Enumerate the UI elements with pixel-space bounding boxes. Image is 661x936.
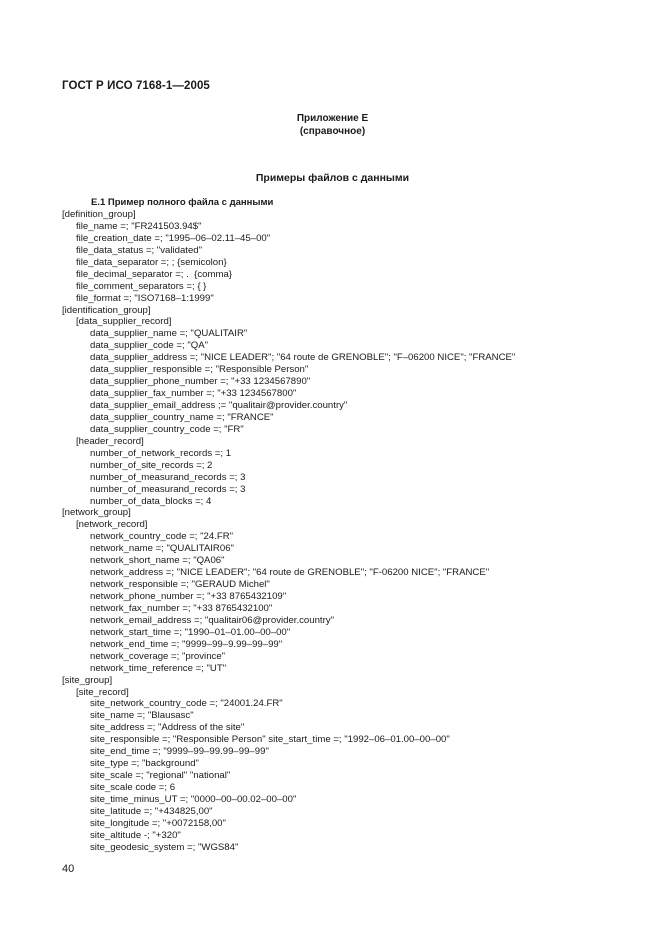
listing-line: site_responsible =; "Responsible Person" site_start_time =; "1992–06–01.00–00–00": [90, 734, 450, 746]
page-number: 40: [62, 863, 75, 875]
appendix-heading: [0, 112, 661, 138]
listing-line: network_country_code =; "24.FR": [90, 531, 234, 543]
listing-line: site_scale =; "regional" "national": [90, 770, 231, 782]
listing-line: data_supplier_country_name =; "FRANCE": [90, 411, 274, 423]
listing-line: network_fax_number =; "+33 8765432100": [90, 602, 273, 614]
listing-line: data_supplier_fax_number =; "+33 1234567800": [90, 388, 297, 400]
listing-line: data_supplier_address =; "NICE LEADER"; "64 route de GRENOBLE"; "F–06200 NICE"; "FRANCE": [90, 352, 516, 364]
listing-line: [network_record]: [76, 519, 148, 531]
listing-line: file_format =; "ISO7168–1:1999": [76, 292, 214, 304]
listing-line: [data_supplier_record]: [76, 316, 172, 328]
listing-line: network_coverage =; "province": [90, 650, 226, 662]
listing-line: file_name =; "FR241503.94$": [76, 220, 202, 232]
listing-line: [header_record]: [76, 435, 144, 447]
listing-line: network_email_address =; "qualitair06@provider.country": [90, 614, 334, 626]
listing-line: site_geodesic_system =; "WGS84": [90, 841, 239, 853]
listing-line: [site_group]: [62, 674, 113, 686]
listing-line: network_responsible =; "GERAUD Michel": [90, 579, 270, 591]
listing-line: network_short_name =; "QA06": [90, 555, 225, 567]
listing-line: site_altitude -; "+320": [90, 829, 181, 841]
listing-line: [identification_group]: [62, 304, 151, 316]
listing-line: site_network_country_code =; "24001.24.FR": [90, 698, 283, 710]
listing-line: data_supplier_responsible =; "Responsible Person": [90, 364, 309, 376]
listing-line: [site_record]: [76, 686, 129, 698]
listing-line: number_of_network_records =; 1: [90, 447, 232, 459]
listing-line: file_comment_separators =; { }: [76, 280, 207, 292]
data-file-listing: [62, 209, 515, 854]
listing-line: number_of_measurand_records =; 3: [90, 471, 246, 483]
listing-line: number_of_data_blocks =; 4: [90, 495, 212, 507]
listing-line: data_supplier_country_code =; "FR": [90, 423, 244, 435]
listing-line: site_type =; "background": [90, 758, 199, 770]
section-heading: Е.1 Пример полного файла с данными: [91, 197, 274, 208]
appendix-label: Приложение Е: [296, 113, 369, 124]
listing-line: site_name =; "Blausasc": [90, 710, 194, 722]
listing-line: file_creation_date =; "1995–06–02.11–45–00": [76, 232, 271, 244]
listing-line: network_phone_number =; "+33 8765432109": [90, 591, 287, 602]
listing-line: number_of_measurand_records =; 3: [90, 483, 246, 495]
listing-line: data_supplier_name =; "QUALITAIR": [90, 328, 248, 340]
listing-line: network_address =; "NICE LEADER"; "64 route de GRENOBLE"; "F-06200 NICE"; "FRANCE": [90, 567, 490, 579]
document-header: ГОСТ Р ИСО 7168-1—2005: [62, 80, 210, 92]
listing-line: site_longitude =; "+0072158,00": [90, 817, 226, 829]
appendix-title: Примеры файлов с данными: [255, 172, 410, 184]
appendix-type: (справочное): [299, 126, 366, 137]
listing-line: file_data_status =; "validated": [76, 244, 203, 256]
listing-line: data_supplier_code =; "QA": [90, 340, 209, 352]
listing-line: site_address =; "Address of the site": [90, 722, 245, 734]
listing-line: file_data_separator =; ; {semicolon}: [76, 256, 227, 268]
listing-line: site_scale code =; 6: [90, 782, 176, 793]
listing-line: [network_group]: [62, 507, 131, 519]
listing-line: data_supplier_phone_number =; "+33 1234567890": [90, 376, 311, 388]
listing-line: [definition_group]: [62, 209, 136, 220]
listing-line: network_start_time =; "1990–01–01.00–00–00": [90, 626, 291, 638]
listing-line: site_time_minus_UT =; "0000–00–00.02–00–00": [90, 793, 297, 805]
listing-line: network_name =; "QUALITAIR06": [90, 543, 234, 555]
listing-line: site_end_time =; "9999–99–99.99–99–99": [90, 746, 269, 758]
listing-line: number_of_site_records =; 2: [90, 459, 213, 471]
listing-line: site_latitude =; "+434825,00": [90, 805, 213, 817]
listing-line: file_decimal_separator =; . {comma}: [76, 268, 232, 280]
listing-line: network_end_time =; "9999–99–9.99–99–99": [90, 638, 283, 650]
listing-line: network_time_reference =; "UT": [90, 662, 227, 674]
listing-line: data_supplier_email_address ;= "qualitair@provider.country": [90, 400, 348, 411]
